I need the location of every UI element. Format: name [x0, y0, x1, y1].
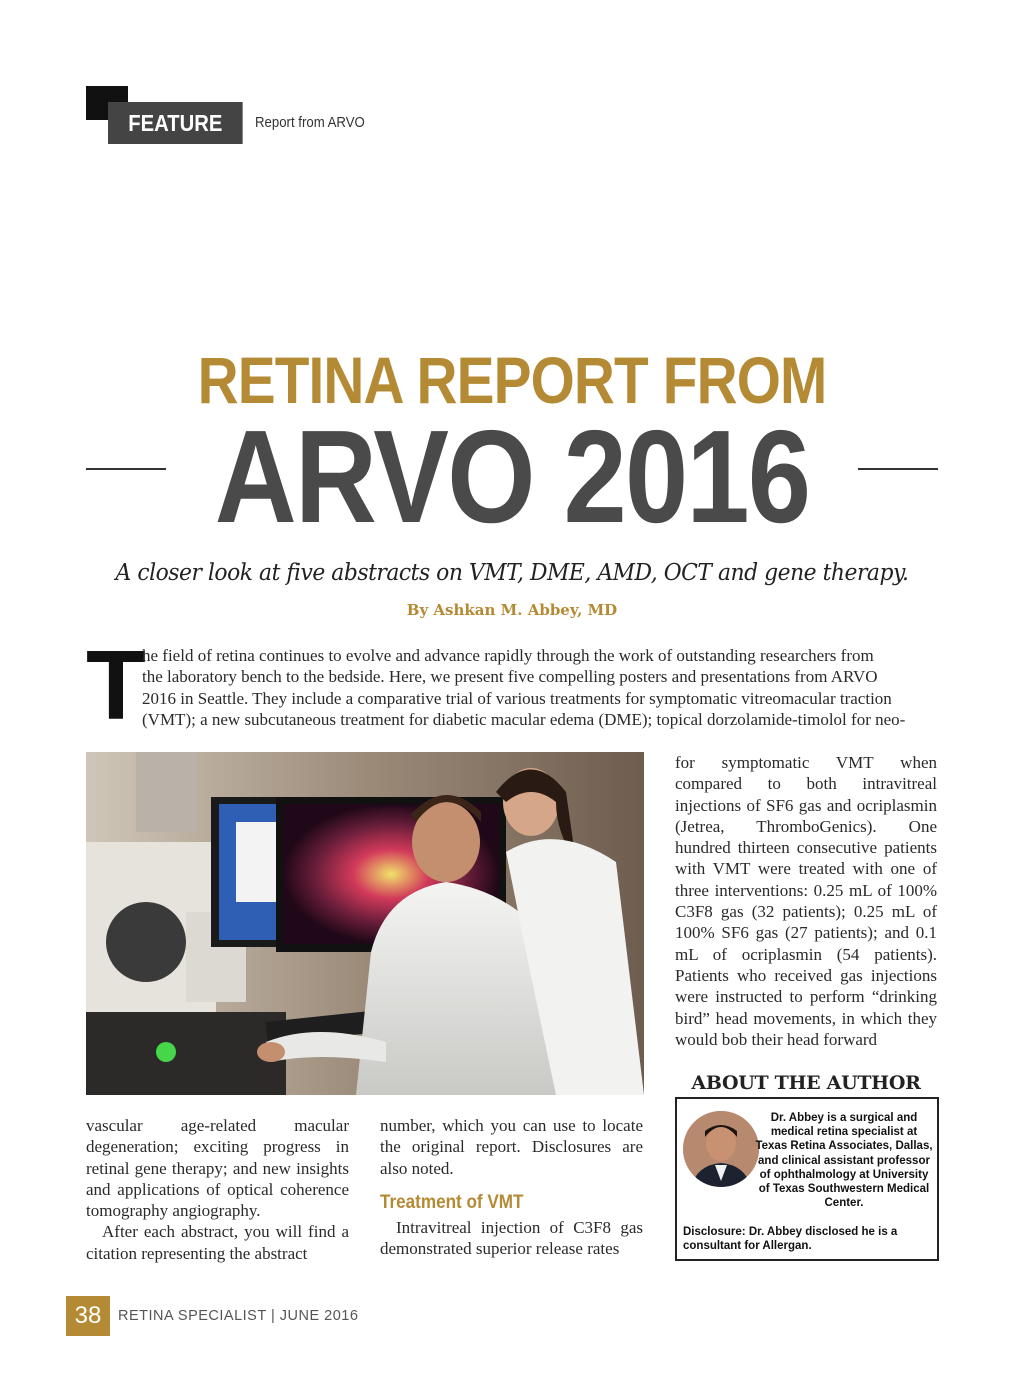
intro-line — [86, 666, 938, 687]
drop-cap: T — [86, 630, 146, 740]
intro-line — [86, 688, 938, 709]
article-title-main: ARVO 2016 — [214, 403, 810, 550]
article-byline: By Ashkan M. Abbey, MD — [406, 601, 618, 619]
page-number: 38 — [66, 1296, 110, 1336]
column-1-paragraph-2: After each abstract, you will find a citation representing the abstract — [86, 1222, 349, 1263]
column-2-paragraph-2: Intravitreal injection of C3F8 gas demonstrated superior release rates — [380, 1217, 643, 1259]
section-heading-treatment: Treatment of VMT — [380, 1191, 524, 1213]
title-rule-right — [858, 468, 938, 470]
about-author-box — [675, 1097, 939, 1261]
column-2-paragraph-1: number, which you can use to locate the original report. Disclosures are also noted. — [380, 1116, 643, 1178]
feature-subtitle: Report from ARVO — [255, 114, 365, 131]
footer-publication: RETINA SPECIALIST | JUNE 2016 — [118, 1308, 359, 1324]
lab-photo — [86, 752, 644, 1095]
article-column-2 — [380, 1115, 643, 1259]
author-avatar — [683, 1111, 759, 1187]
article-subtitle: A closer look at five abstracts on VMT, DME, AMD, OCT and gene therapy. — [115, 560, 909, 586]
intro-paragraph — [86, 645, 938, 730]
article-title-top: RETINA REPORT FROM — [197, 343, 827, 417]
intro-line-text: 2016 in Seattle. They include a comparative trial of various treatments for symptomatic vitreomacular traction — [142, 688, 892, 708]
right-column-paragraph: for symptomatic VMT when compared to both intravitreal injections of SF6 gas and ocriplasmin (Jetrea, ThromboGenics). One hundred thirteen consecutive patients with VMT were treated with one of three interventions: 0.25 mL of 100% C3F8 gas (32 patients); 0.25 mL of 100% SF6 gas (27 patients); and 0.1 mL of ocriplasmin (54 patients). Patients who received gas injections were instructed to perform “drinking bird” head movements, in which they would bob their head forward — [675, 753, 937, 1049]
author-avatar-illustration — [683, 1111, 759, 1187]
author-disclosure: Disclosure: Dr. Abbey disclosed he is a consultant for Allergan. — [683, 1226, 898, 1253]
article-column-right — [675, 752, 937, 1050]
feature-tag: FEATURE — [108, 102, 243, 144]
author-bio: Dr. Abbey is a surgical and medical retina specialist at Texas Retina Associates, Dallas, and clinical assistant professor of ophthalmology at University of Texas Southwestern Medical Center. — [755, 1112, 933, 1210]
column-1-paragraph-1: vascular age-related macular degeneration; exciting progress in retinal gene therapy; and new insights and applications of optical coherence tomography angiography. — [86, 1116, 349, 1221]
intro-line-text: he field of retina continues to evolve and advance rapidly through the work of outstanding researchers from — [142, 646, 874, 665]
lab-photo-illustration — [86, 752, 644, 1095]
intro-line — [86, 709, 938, 730]
about-author-heading: ABOUT THE AUTHOR — [691, 1072, 921, 1094]
intro-line — [86, 645, 938, 666]
intro-line-text: the laboratory bench to the bedside. Here, we present five compelling posters and presentations from ARVO — [142, 667, 878, 687]
article-column-1 — [86, 1115, 349, 1264]
intro-line-text: (VMT); a new subcutaneous treatment for diabetic macular edema (DME); topical dorzolamide-timolol for neo- — [142, 709, 906, 729]
